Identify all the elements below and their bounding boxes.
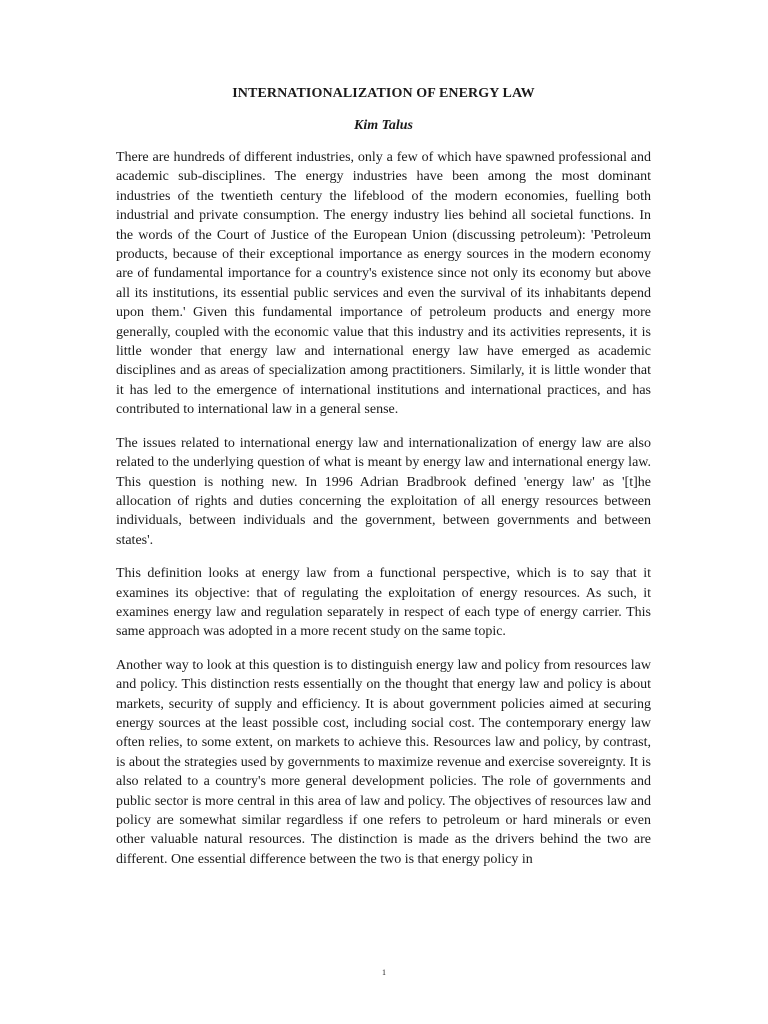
paragraph-1: There are hundreds of different industries, only a few of which have spawned professional and academic sub-disciplines. The energy industries have been among the most dominant industries of the twentieth century the lifeblood of the modern economies, fuelling both industrial and private consumption. The energy industry lies behind all societal functions. In the words of the Court of Justice of the European Union (discussing petroleum): 'Petroleum products, because of their exceptional importance as energy sources in the modern economy are of fundamental importance for a country's existence since not only its economy but above all its institutions, its essential public services and even the survival of its inhabitants depend upon them.' Given this fundamental importance of petroleum products and energy more generally, coupled with the economic value that this industry and its activities represents, it is little wonder that energy law and international energy law have emerged as academic disciplines and as areas of specialization among practitioners. Similarly, it is little wonder that it has led to the emergence of international institutions and international practices, and has contributed to international law in a general sense. xyxy=(116,150,651,418)
document-title: INTERNATIONALIZATION OF ENERGY LAW xyxy=(232,86,535,101)
document-body xyxy=(116,148,651,883)
document-author: Kim Talus xyxy=(353,118,413,133)
paragraph-2: The issues related to international energy law and internationalization of energy law are also related to the underlying question of what is meant by energy law and international energy law. This question is nothing new. In 1996 Adrian Bradbrook defined 'energy law' as '[t]he allocation of rights and duties concerning the exploitation of all energy resources between individuals, between individuals and the government, between governments and between states'. xyxy=(116,435,651,548)
paragraph-3: This definition looks at energy law from a functional perspective, which is to say that it examines its objective: that of regulating the exploitation of energy resources. As such, it examines energy law and regulation separately in respect of each type of energy carrier. This same approach was adopted in a more recent study on the same topic. xyxy=(116,566,651,640)
page-number: 1 xyxy=(382,968,386,977)
paragraph-4: Another way to look at this question is to distinguish energy law and policy from resources law and policy. This distinction rests essentially on the thought that energy law and policy is about markets, security of supply and efficiency. It is about government policies aimed at securing energy sources at the least possible cost, including social cost. The contemporary energy law often relies, to some extent, on markets to achieve this. Resources law and policy, by contrast, is about the strategies used by governments to maximize revenue and exercise sovereignty. It is also related to a country's more general development policies. The role of governments and public sector is more central in this area of law and policy. The objectives of resources law and policy are somewhat similar regardless if one refers to petroleum or hard minerals or even other valuable natural resources. The distinction is made as the drivers behind the two are different. One essential difference between the two is that energy policy in xyxy=(116,657,651,867)
